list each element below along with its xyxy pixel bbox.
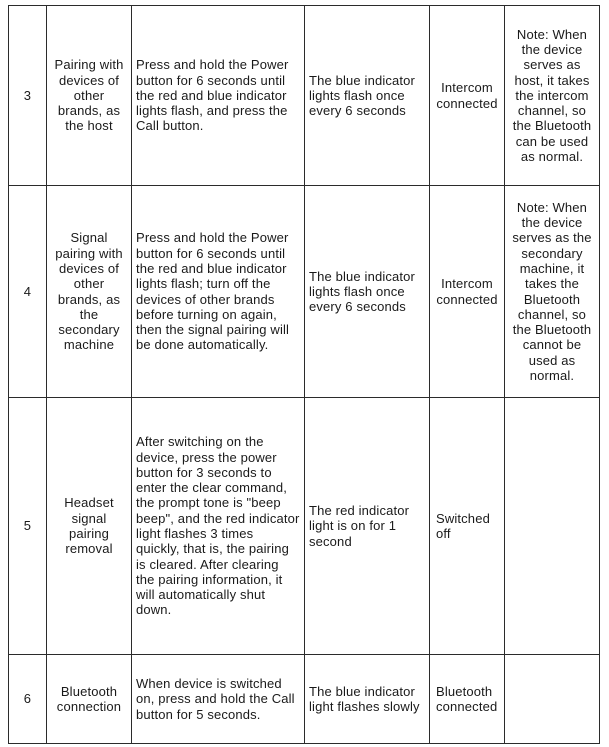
indicator-cell: The red indicator light is on for 1 second — [305, 398, 430, 655]
indicator-cell: The blue indicator lights flash once every 6 seconds — [305, 186, 430, 398]
indicator-cell: The blue indicator light flashes slowly — [305, 655, 430, 744]
table-row — [9, 6, 600, 186]
note-cell: Note: When the device serves as host, it takes the intercom channel, so the Bluetooth can be used as normal. — [505, 6, 600, 186]
function-cell: Pairing with devices of other brands, as the host — [47, 6, 132, 186]
indicator-cell: The blue indicator lights flash once every 6 seconds — [305, 6, 430, 186]
operation-cell: After switching on the device, press the power button for 3 seconds to enter the clear command, the prompt tone is "beep beep", and the red indicator light flashes 3 times quickly, that is, the pairing is cleared. After clearing the pairing information, it will automatically shut down. — [132, 398, 305, 655]
status-cell: Intercom connected — [430, 6, 505, 186]
table-row — [9, 398, 600, 655]
note-cell — [505, 398, 600, 655]
operation-cell: Press and hold the Power button for 6 seconds until the red and blue indicator lights flash; turn off the devices of other brands before turning on again, then the signal pairing will be done automatically. — [132, 186, 305, 398]
table-row — [9, 186, 600, 398]
function-cell: Signal pairing with devices of other brands, as the secondary machine — [47, 186, 132, 398]
row-number: 5 — [9, 398, 47, 655]
function-cell: Bluetooth connection — [47, 655, 132, 744]
status-cell: Bluetooth connected — [430, 655, 505, 744]
row-number: 4 — [9, 186, 47, 398]
row-number: 6 — [9, 655, 47, 744]
note-cell: Note: When the device serves as the secondary machine, it takes the Bluetooth channel, so the Bluetooth cannot be used as normal. — [505, 186, 600, 398]
function-cell: Headset signal pairing removal — [47, 398, 132, 655]
status-cell: Switched off — [430, 398, 505, 655]
operation-cell: When device is switched on, press and hold the Call button for 5 seconds. — [132, 655, 305, 744]
table-row — [9, 655, 600, 744]
instruction-table — [8, 5, 600, 744]
status-cell: Intercom connected — [430, 186, 505, 398]
row-number: 3 — [9, 6, 47, 186]
note-cell — [505, 655, 600, 744]
operation-cell: Press and hold the Power button for 6 seconds until the red and blue indicator lights flash, and press the Call button. — [132, 6, 305, 186]
